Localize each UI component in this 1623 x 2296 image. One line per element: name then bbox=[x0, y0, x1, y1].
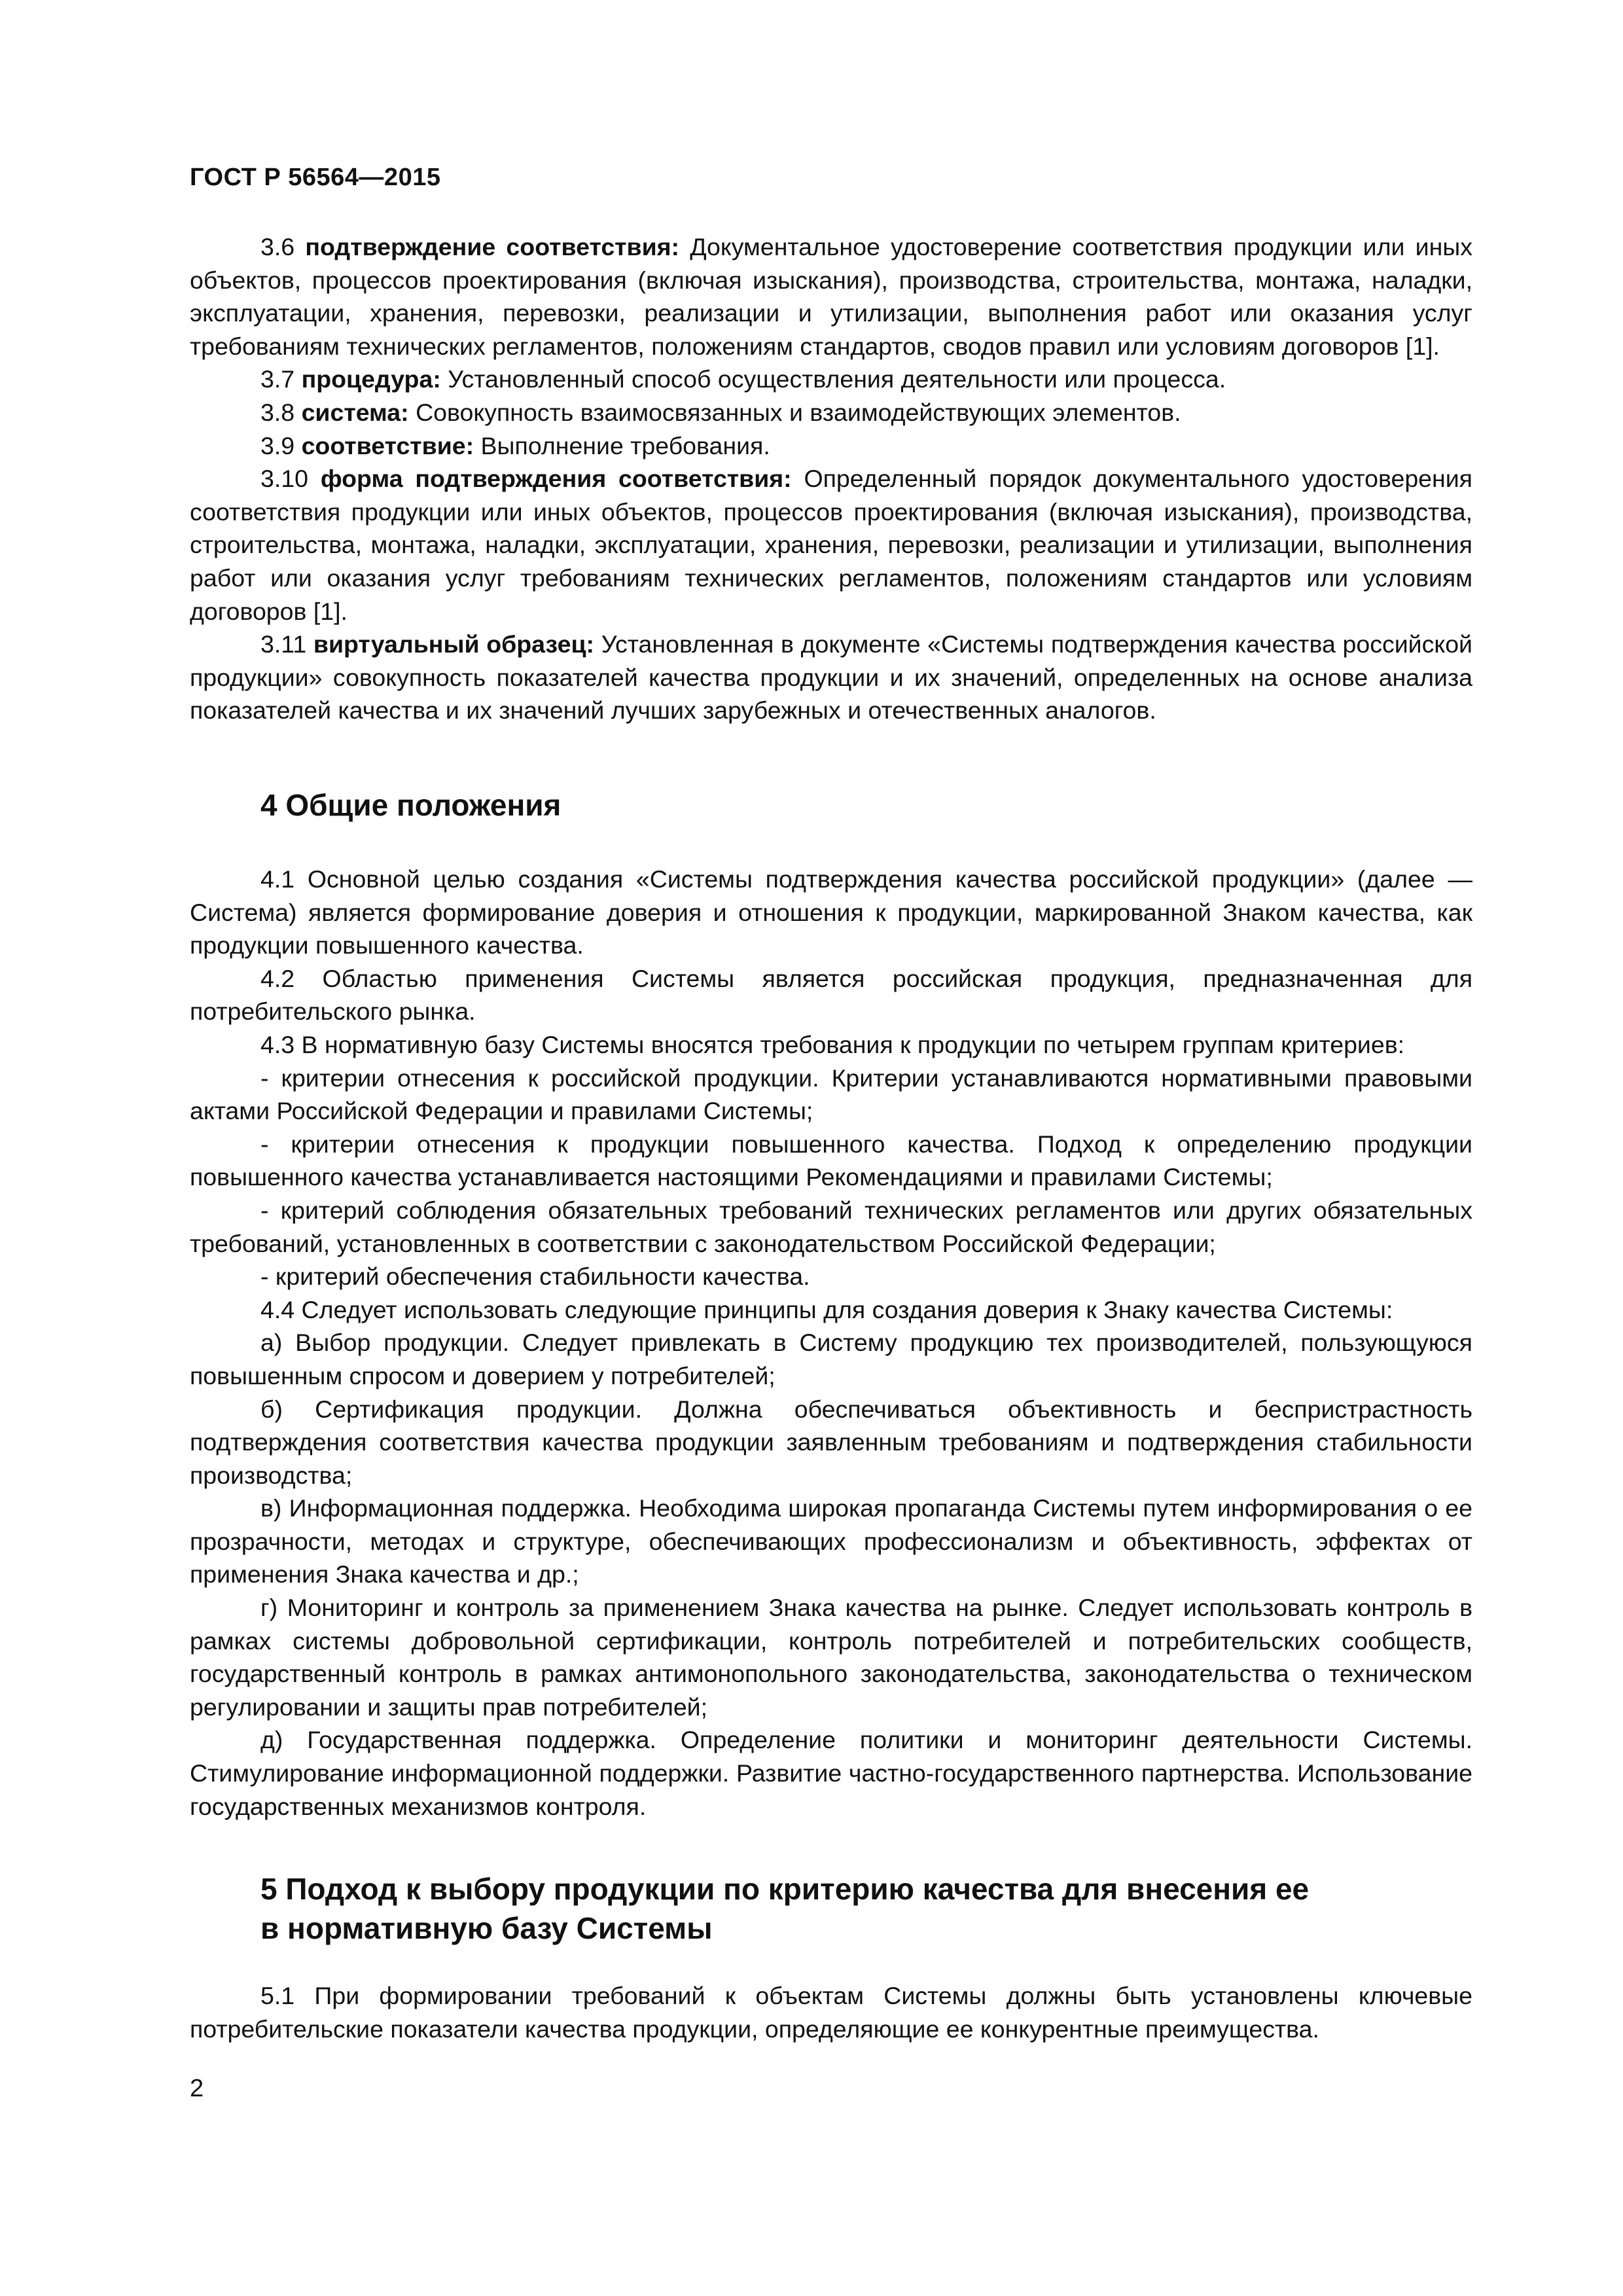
definition-3-8: 3.8 система: Совокупность взаимосвязанных и взаимодействующих элементов. bbox=[260, 398, 1181, 426]
page-number: 2 bbox=[190, 2075, 204, 2102]
list-item-principle-a: а) Выбор продукции. Следует привлекать в Систему продукцию тех производителей, пользующуюся повышенным спросом и доверием у потребителей; bbox=[190, 1329, 1472, 1390]
list-item-criteria-4: - критерий обеспечения стабильности качества. bbox=[260, 1263, 810, 1291]
definition-3-10: 3.10 форма подтверждения соответствия: Определенный порядок документального удостоверения соответствия продукции или иных объектов, процессов проектирования (включая изыскания), производства, строительства, монтажа, наладки, эксплуатации, хранения, перевозки, реализации и утилизации, выполнения работ или оказания услуг требованиям технических регламентов, положениям стандартов или условиям договоров [1]. bbox=[190, 465, 1472, 625]
list-item-criteria-2: - критерии отнесения к продукции повышенного качества. Подход к определению продукции повышенного качества устанавливается настоящими Рекомендациями и правилами Системы; bbox=[190, 1130, 1472, 1191]
definitions-block bbox=[190, 230, 1472, 727]
list-item-principle-v: в) Информационная поддержка. Необходима широкая пропаганда Системы путем информирования о ее прозрачности, методах и структуре, обеспечивающих профессионализм и объективность, эффектах от применения Знака качества и др.; bbox=[190, 1494, 1472, 1588]
definition-3-7: 3.7 процедура: Установленный способ осуществления деятельности или процесса. bbox=[260, 365, 1226, 393]
section-4-title: 4 Общие положения bbox=[260, 788, 562, 822]
section-4-body bbox=[190, 863, 1472, 1823]
paragraph-5-1: 5.1 При формировании требований к объектам Системы должны быть установлены ключевые потребительские показатели качества продукции, определяющие ее конкурентные преимущества. bbox=[190, 1982, 1472, 2043]
definition-3-11: 3.11 виртуальный образец: Установленная в документе «Системы подтверждения качества российской продукции» совокупность показателей качества продукции и их значений, определенных на основе анализа показателей качества и их значений лучших зарубежных и отечественных аналогов. bbox=[190, 630, 1472, 725]
list-item-principle-d: д) Государственная поддержка. Определение политики и мониторинг деятельности Системы. Стимулирование информационной поддержки. Развитие частно-государственного партнерства. Использование государственных механизмов контроля. bbox=[190, 1726, 1472, 1820]
paragraph-4-2: 4.2 Областью применения Системы является российская продукция, предназначенная для потребительского рынка. bbox=[190, 964, 1472, 1026]
paragraph-4-1: 4.1 Основной целью создания «Системы подтверждения качества российской продукции» (далее — Система) является формирование доверия и отношения к продукции, маркированной Знаком качества, как продукции повышенного качества. bbox=[190, 865, 1472, 960]
list-item-criteria-3: - критерий соблюдения обязательных требований технических регламентов или других обязательных требований, установленных в соответствии с законодательством Российской Федерации; bbox=[190, 1196, 1472, 1257]
list-item-criteria-1: - критерии отнесения к российской продукции. Критерии устанавливаются нормативными правовыми актами Российской Федерации и правилами Системы; bbox=[190, 1064, 1472, 1125]
paragraph-4-4: 4.4 Следует использовать следующие принципы для создания доверия к Знаку качества Системы: bbox=[260, 1295, 1393, 1323]
section-5-body bbox=[190, 1979, 1472, 2045]
definition-term: соответствие: bbox=[301, 431, 474, 459]
definition-term: форма подтверждения соответствия: bbox=[320, 465, 792, 493]
paragraph-4-3: 4.3 В нормативную базу Системы вносятся требования к продукции по четырем группам критериев: bbox=[260, 1030, 1405, 1058]
definition-3-9: 3.9 соответствие: Выполнение требования. bbox=[260, 431, 770, 459]
definition-term: система: bbox=[301, 398, 409, 426]
definition-term: подтверждение соответствия: bbox=[305, 233, 680, 260]
section-5-title: 5 Подход к выбору продукции по критерию качества для внесения ее в нормативную базу Системы bbox=[260, 1872, 1310, 1945]
definition-3-6: 3.6 подтверждение соответствия: Документальное удостоверение соответствия продукции или иных объектов, процессов проектирования (включая изыскания), производства, строительства, монтажа, наладки, эксплуатации, хранения, перевозки, реализации и утилизации, выполнения работ или оказания услуг требованиям технических регламентов, положениям стандартов, сводов правил или условиям договоров [1]. bbox=[190, 233, 1472, 360]
list-item-principle-b: б) Сертификация продукции. Должна обеспечиваться объективность и беспристрастность подтверждения соответствия качества продукции заявленным требованиям и подтверждения стабильности производства; bbox=[190, 1395, 1472, 1489]
list-item-principle-g: г) Мониторинг и контроль за применением Знака качества на рынке. Следует использовать контроль в рамках системы добровольной сертификации, контроль потребителей и потребительских сообществ, государственный контроль в рамках антимонопольного законодательства, законодательства о техническом регулировании и защиты прав потребителей; bbox=[190, 1594, 1472, 1721]
definition-term: виртуальный образец: bbox=[313, 630, 595, 658]
definition-term: процедура: bbox=[301, 365, 441, 393]
document-header: ГОСТ Р 56564—2015 bbox=[190, 164, 441, 191]
